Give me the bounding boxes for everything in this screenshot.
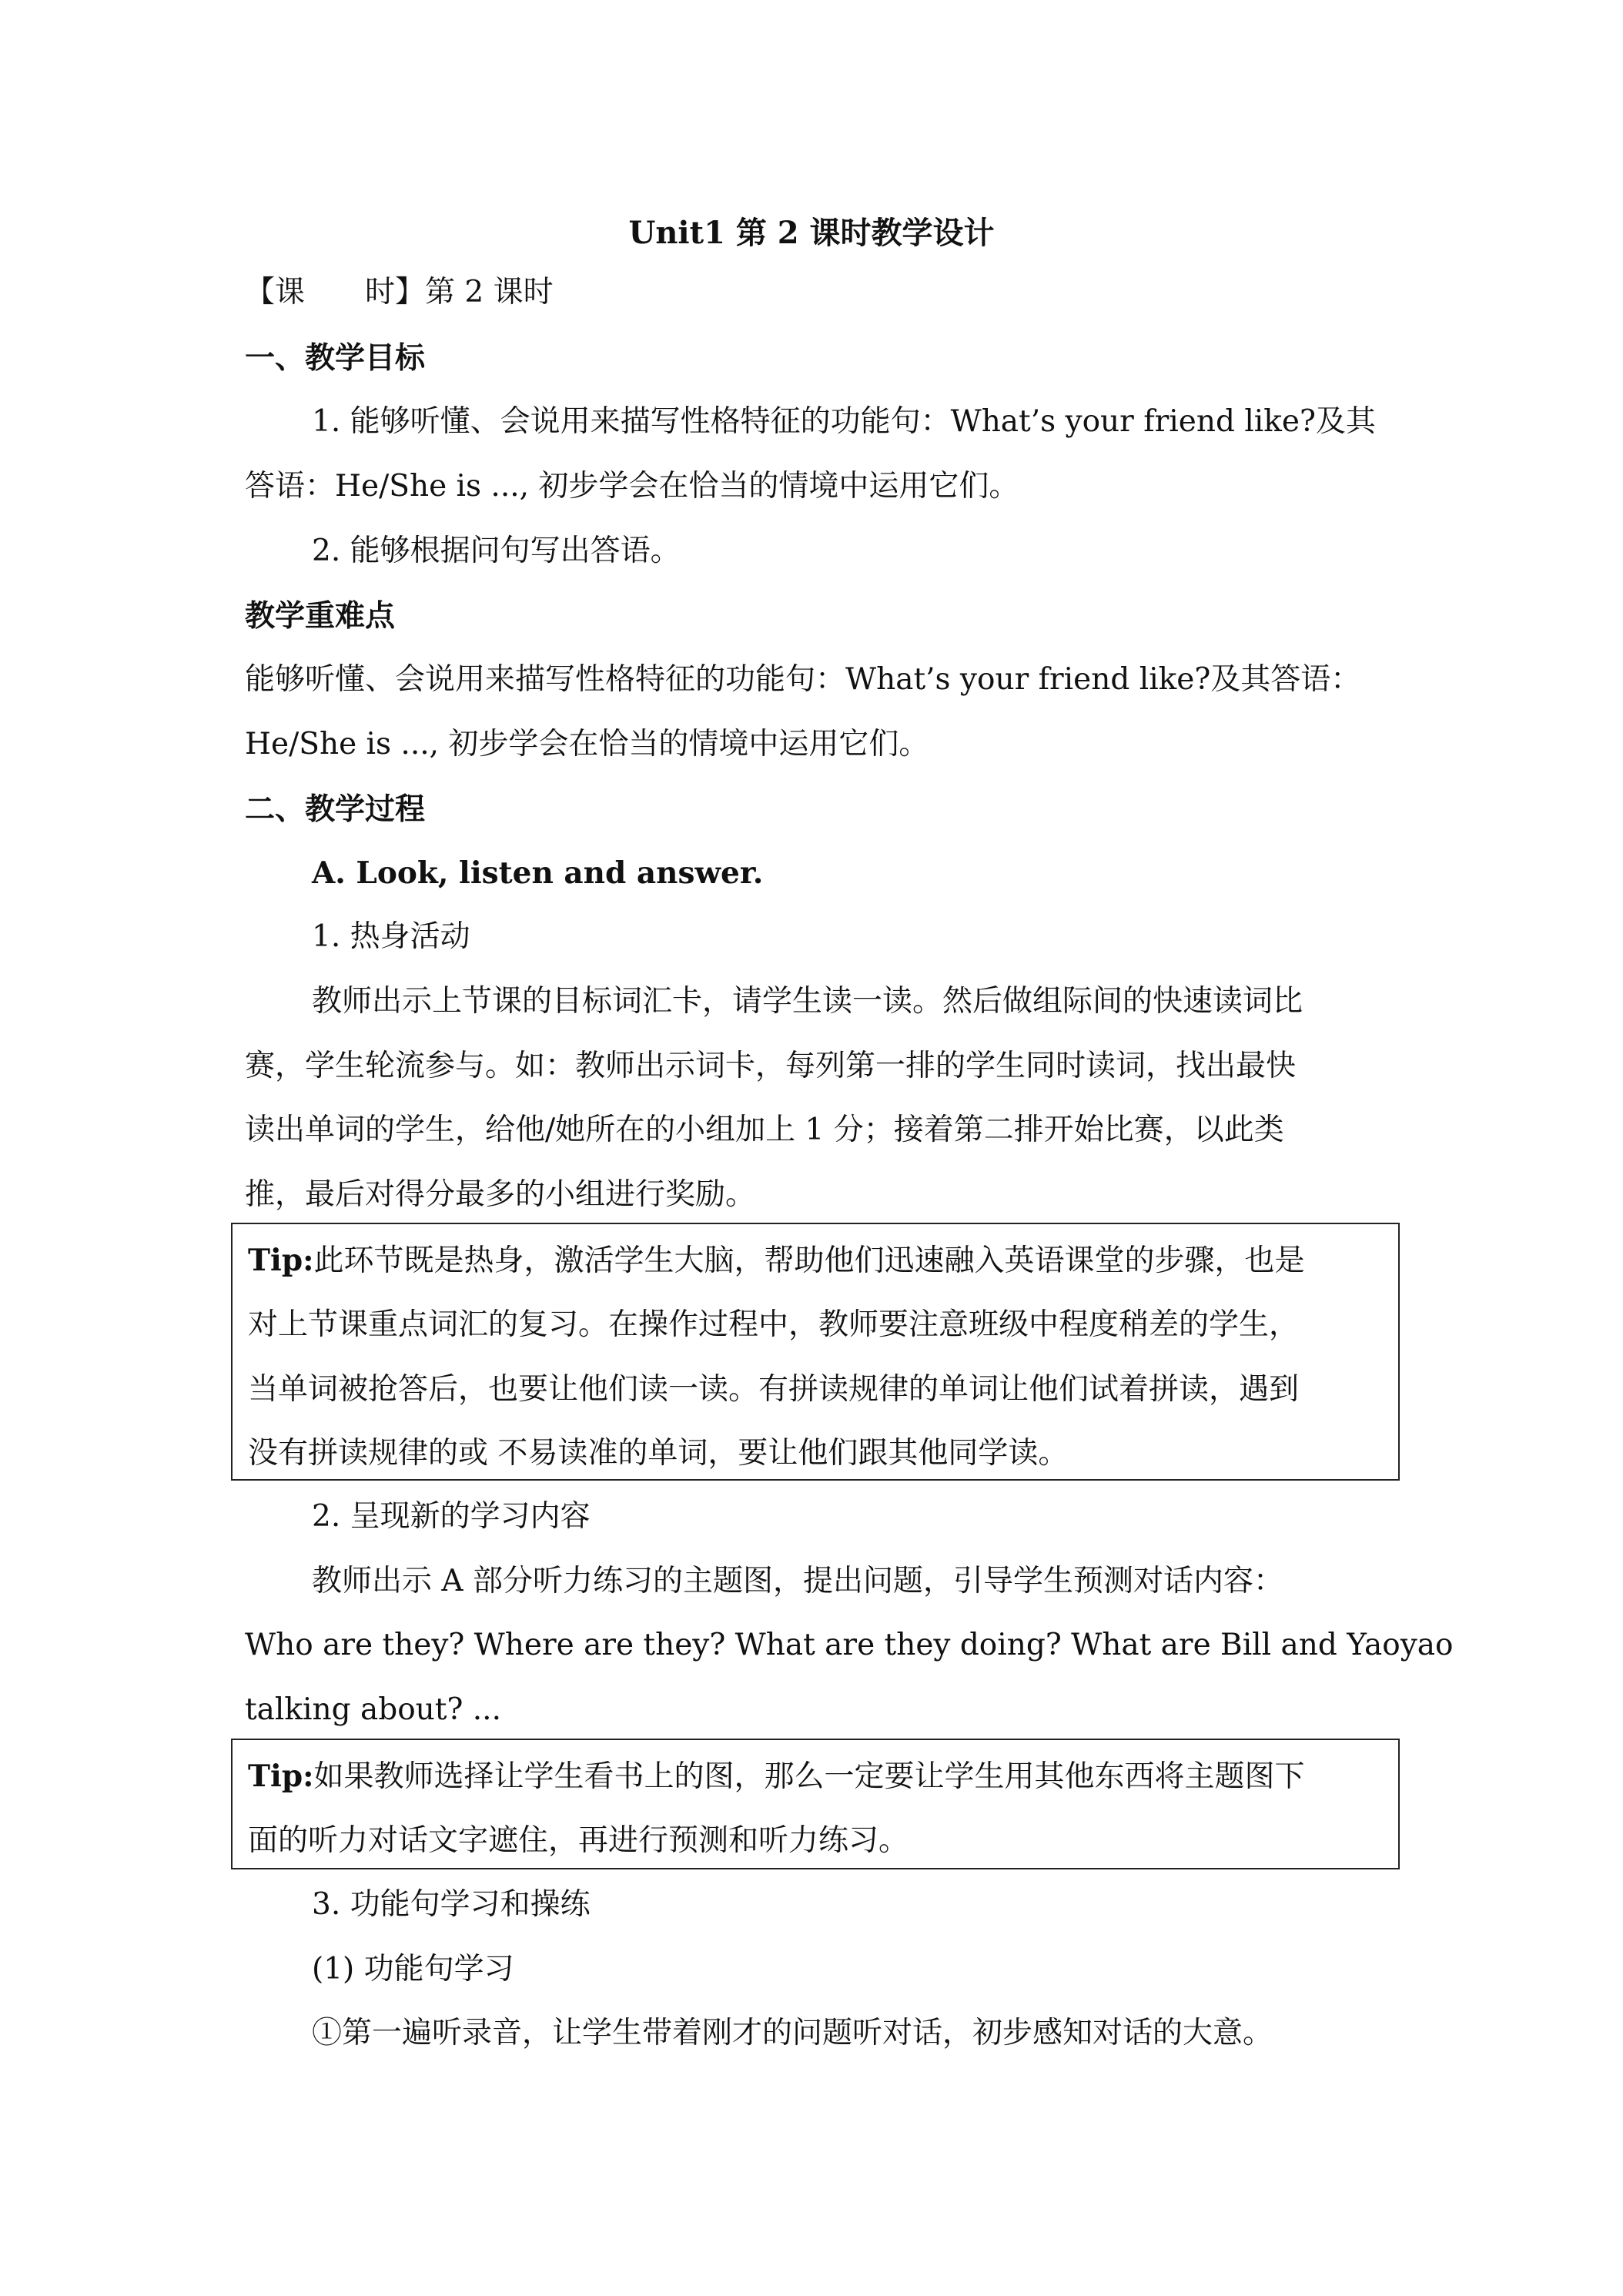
step1-title: 1. 热身活动 <box>312 919 470 954</box>
step1-para-line: 教师出示上节课的目标词汇卡，请学生读一读。然后做组际间的快速读词比 <box>312 984 1303 1019</box>
goal1-line2: 答语：He/She is ..., 初步学会在恰当的情境中运用它们。 <box>245 469 1019 504</box>
goal1-line1: 1. 能够听懂、会说用来描写性格特征的功能句：What’s your friend like?及其 <box>312 404 1376 439</box>
step3-item1: ①第一遍听录音，让学生带着刚才的问题听对话，初步感知对话的大意。 <box>312 2016 1273 2050</box>
step3-title: 3. 功能句学习和操练 <box>312 1887 591 1922</box>
section1-heading: 一、教学目标 <box>245 340 426 376</box>
keypoints-line2: He/She is ..., 初步学会在恰当的情境中运用它们。 <box>245 727 929 761</box>
lesson-value: 第 2 课时 <box>425 275 554 310</box>
tip-box-2 <box>231 1739 1400 1869</box>
tip2-line: 面的听力对话文字遮住，再进行预测和听力练习。 <box>248 1823 909 1858</box>
part-a-heading: A. Look, listen and answer. <box>312 855 764 891</box>
step1-para-line: 推，最后对得分最多的小组进行奖励。 <box>245 1177 756 1212</box>
tip1-line <box>248 1241 1305 1280</box>
step1-para-line: 读出单词的学生，给他/她所在的小组加上 1 分；接着第二排开始比赛，以此类 <box>245 1113 1284 1147</box>
step2-para-line: talking about? ... <box>245 1692 501 1727</box>
lesson-label: 【课 时】 <box>245 275 426 310</box>
keypoints-line1: 能够听懂、会说用来描写性格特征的功能句：What’s your friend like?及其答语： <box>245 662 1361 697</box>
keypoints-heading: 教学重难点 <box>245 598 396 634</box>
document-title: Unit1 第 2 课时教学设计 <box>628 215 995 251</box>
tip1-line: 当单词被抢答后，也要让他们读一读。有拼读规律的单词让他们试着拼读，遇到 <box>248 1372 1300 1407</box>
step3-sub: (1) 功能句学习 <box>312 1952 514 1986</box>
tip2-line <box>248 1757 1305 1796</box>
tip2-label: Tip: <box>248 1759 314 1794</box>
tip1-label: Tip: <box>248 1243 314 1278</box>
section2-heading: 二、教学过程 <box>245 792 426 827</box>
step2-para-line: Who are they? Where are they? What are they doing? What are Bill and Yaoyao <box>245 1628 1454 1662</box>
lesson-line <box>245 273 554 312</box>
tip2-text: 如果教师选择让学生看书上的图，那么一定要让学生用其他东西将主题图下 <box>313 1759 1305 1794</box>
tip1-line: 没有拼读规律的或 不易读准的单词，要让他们跟其他同学读。 <box>248 1436 1069 1471</box>
step2-para-line: 教师出示 A 部分听力练习的主题图，提出问题，引导学生预测对话内容： <box>312 1564 1283 1598</box>
step1-para-line: 赛，学生轮流参与。如：教师出示词卡，每列第一排的学生同时读词，找出最快 <box>245 1049 1297 1083</box>
tip1-line: 对上节课重点词汇的复习。在操作过程中，教师要注意班级中程度稍差的学生， <box>248 1307 1300 1342</box>
goal2: 2. 能够根据问句写出答语。 <box>312 534 681 568</box>
tip1-text: 此环节既是热身，激活学生大脑，帮助他们迅速融入英语课堂的步骤，也是 <box>313 1243 1305 1278</box>
step2-title: 2. 呈现新的学习内容 <box>312 1499 591 1534</box>
tip-box-1 <box>231 1223 1400 1481</box>
